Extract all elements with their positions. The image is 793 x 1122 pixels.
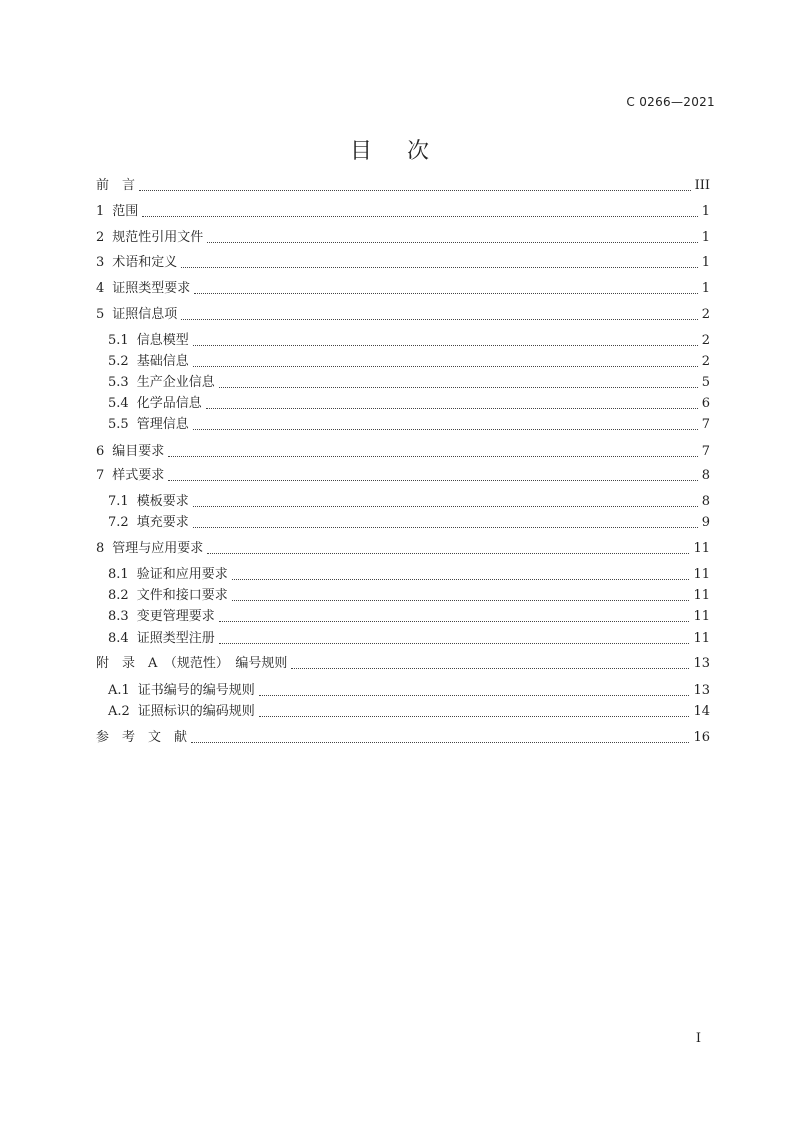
dot-leader	[142, 215, 697, 217]
toc-entry[interactable]	[96, 176, 710, 196]
toc-entry-number: 6	[96, 444, 105, 459]
toc-entry-number: 5.2	[108, 354, 129, 369]
dot-leader	[181, 318, 697, 320]
toc-entry[interactable]	[108, 565, 710, 585]
dot-leader	[207, 241, 697, 243]
dot-leader	[206, 407, 698, 409]
toc-entry-number: 7.2	[108, 515, 129, 530]
toc-entry-number: A.1	[108, 683, 130, 698]
toc-entry-label: 范围	[112, 204, 139, 219]
dot-leader	[193, 365, 698, 367]
toc-entry-number: 5.3	[108, 375, 129, 390]
dot-leader	[232, 578, 690, 580]
toc-entry-page: 11	[693, 541, 710, 556]
toc-entry-page: 2	[701, 307, 710, 322]
toc-entry[interactable]	[108, 394, 710, 414]
toc-entry-label: 参 考 文 献	[96, 730, 188, 745]
toc-entry-page: 13	[693, 683, 710, 698]
dot-leader	[194, 292, 697, 294]
toc-entry-number: 4	[96, 281, 105, 296]
toc-entry-page: 11	[693, 588, 710, 603]
toc-entry-label: 管理信息	[136, 417, 189, 432]
toc-entry-page: 9	[701, 515, 710, 530]
toc-entry-page: 1	[701, 281, 710, 296]
toc-entry-number: 7.1	[108, 494, 129, 509]
toc-entry[interactable]	[96, 728, 710, 748]
toc-entry-number: 1	[96, 204, 105, 219]
toc-entry-page: 2	[701, 354, 710, 369]
toc-entry[interactable]	[108, 607, 710, 627]
dot-leader	[139, 189, 691, 191]
toc-entry-label: 证照类型注册	[136, 631, 215, 646]
toc-entry-number: 8.4	[108, 631, 129, 646]
toc-entry-page: 7	[701, 444, 710, 459]
toc-entry-number: 5.1	[108, 333, 129, 348]
toc-entry[interactable]	[108, 586, 710, 606]
toc-entry[interactable]	[96, 279, 710, 299]
toc-entry[interactable]	[96, 654, 710, 674]
toc-entry-label: 术语和定义	[112, 255, 178, 270]
dot-leader	[219, 620, 690, 622]
toc-entry-page: III	[694, 178, 710, 193]
toc-entry-page: 1	[701, 255, 710, 270]
toc-entry-number: 7	[96, 468, 105, 483]
dot-leader	[193, 505, 698, 507]
dot-leader	[219, 386, 698, 388]
toc-entry-page: 13	[693, 656, 710, 671]
toc-entry-label: 规范性引用文件	[112, 230, 204, 245]
toc-entry-number: 5.5	[108, 417, 129, 432]
toc-entry-label: 样式要求	[112, 468, 165, 483]
toc-entry[interactable]	[96, 253, 710, 273]
toc-entry-label: 证照类型要求	[112, 281, 191, 296]
toc-entry-page: 16	[693, 730, 710, 745]
toc-entry-number: 2	[96, 230, 105, 245]
toc-entry-page: 6	[701, 396, 710, 411]
toc-entry-page: 2	[701, 333, 710, 348]
page-number: I	[695, 1031, 701, 1046]
toc-entry[interactable]	[108, 415, 710, 435]
dot-leader	[193, 344, 698, 346]
toc-entry[interactable]	[96, 442, 710, 462]
toc-entry-label: 编目要求	[112, 444, 165, 459]
toc-entry-page: 1	[701, 204, 710, 219]
toc-entry-label: 填充要求	[136, 515, 189, 530]
toc-entry[interactable]	[108, 513, 710, 533]
toc-entry-page: 8	[701, 468, 710, 483]
dot-leader	[193, 428, 698, 430]
toc-entry-label: 基础信息	[136, 354, 189, 369]
document-code: C 0266—2021	[626, 95, 715, 109]
toc-entry-page: 14	[693, 704, 710, 719]
toc-entry-page: 7	[701, 417, 710, 432]
toc-entry[interactable]	[108, 629, 710, 649]
toc-entry-number: 5.4	[108, 396, 129, 411]
toc-entry-page: 11	[693, 609, 710, 624]
toc-entry-number: 8.3	[108, 609, 129, 624]
toc-entry-label: 前 言	[96, 178, 136, 193]
toc-entry-number: 3	[96, 255, 105, 270]
toc-entry-page: 11	[693, 631, 710, 646]
dot-leader	[259, 694, 690, 696]
toc-entry[interactable]	[96, 228, 710, 248]
toc-entry-label: 变更管理要求	[136, 609, 215, 624]
toc-entry-number: 5	[96, 307, 105, 322]
toc-entry-page: 1	[701, 230, 710, 245]
page-title: 目 次	[350, 139, 443, 164]
dot-leader	[207, 552, 689, 554]
toc-entry-label: 验证和应用要求	[136, 567, 228, 582]
toc-entry[interactable]	[96, 305, 710, 325]
dot-leader	[219, 642, 690, 644]
toc-entry[interactable]	[108, 681, 710, 701]
toc-entry-page: 5	[701, 375, 710, 390]
toc-entry-label: 生产企业信息	[136, 375, 215, 390]
dot-leader	[181, 266, 697, 268]
toc-entry[interactable]	[108, 702, 710, 722]
dot-leader	[291, 667, 689, 669]
toc-entry-page: 11	[693, 567, 710, 582]
dot-leader	[259, 715, 690, 717]
dot-leader	[191, 741, 689, 743]
toc-entry-label: 文件和接口要求	[136, 588, 228, 603]
toc-entry[interactable]	[108, 331, 710, 351]
dot-leader	[232, 599, 690, 601]
toc-entry-label: 证照信息项	[112, 307, 178, 322]
toc-entry-label: 证书编号的编号规则	[137, 683, 255, 698]
toc-entry-label: 模板要求	[136, 494, 189, 509]
toc-entry-label: 信息模型	[136, 333, 189, 348]
toc-entry-number: A.2	[108, 704, 130, 719]
toc-entry-label: 化学品信息	[136, 396, 202, 411]
dot-leader	[168, 479, 697, 481]
dot-leader	[193, 526, 698, 528]
toc-entry[interactable]	[108, 352, 710, 372]
toc-entry[interactable]	[108, 492, 710, 512]
toc-entry-number: 8	[96, 541, 105, 556]
toc-entry[interactable]	[96, 466, 710, 486]
dot-leader	[168, 455, 697, 457]
toc-entry[interactable]	[108, 373, 710, 393]
toc-entry-label: 证照标识的编码规则	[137, 704, 255, 719]
toc-entry[interactable]	[96, 202, 710, 222]
toc-entry-number: 8.2	[108, 588, 129, 603]
toc-entry[interactable]	[96, 539, 710, 559]
toc-entry-label: 管理与应用要求	[112, 541, 204, 556]
toc-entry-page: 8	[701, 494, 710, 509]
toc-entry-number: 8.1	[108, 567, 129, 582]
toc-entry-label: 附 录 A （规范性） 编号规则	[96, 656, 288, 671]
